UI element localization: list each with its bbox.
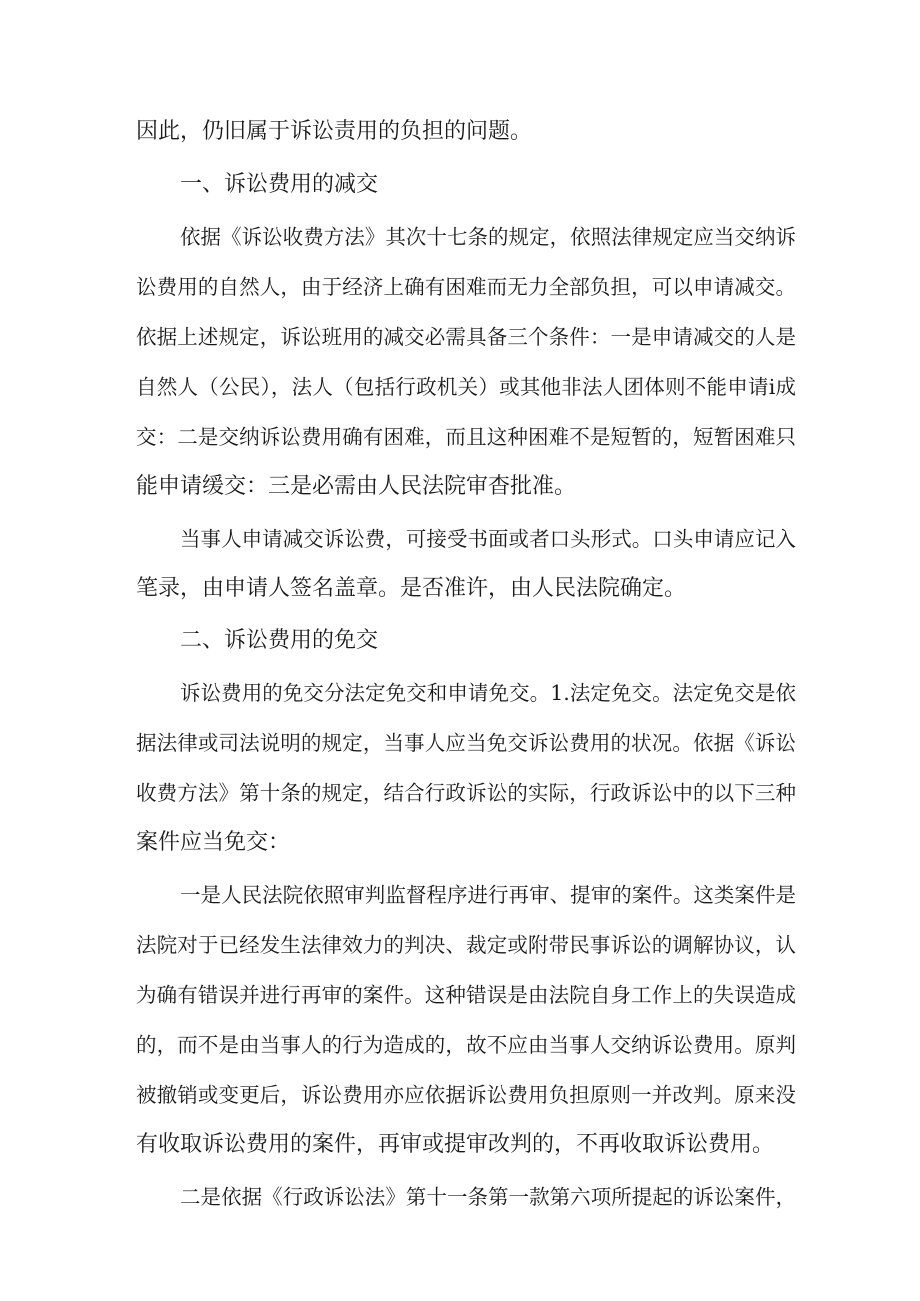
text-line: 依据《诉讼收费方法》其次十七条的规定，依照法律规定应当交纳诉	[180, 225, 796, 249]
text-line: 据法律或司法说明的规定，当事人应当免交诉讼费用的状况。依据《诉讼	[136, 731, 796, 755]
text-line: 笔录，由申请人签名盖章。是否准许，由人民法院确定。	[136, 576, 687, 601]
text-line: 讼费用的自然人，由于经济上确有困难而无力全部负担，可以申请减交。	[136, 275, 796, 299]
text-line: 自然人（公民），法人（包括行政机关）或其他非法人团体则不能申请i成	[136, 375, 796, 399]
text-line: 当事人申请减交诉讼费，可接受书面或者口头形式。口头申请应记入	[180, 527, 796, 551]
text-line: 一是人民法院依照审判监督程序进行再审、提审的案件。这类案件是	[180, 883, 796, 907]
text-line: 能申请缓交：三是必需由人民法院审杳批准。	[136, 474, 577, 499]
text-line: 案件应当免交：	[136, 830, 291, 855]
text-line: 有收取诉讼费用的案件，再审或提审改判的，不再收取诉讼费用。	[136, 1132, 775, 1157]
text-line: 依据上述规定，诉讼班用的减交必需具备三个条件：一是申请减交的人是	[136, 325, 796, 349]
section-heading: 二、诉讼费用的免交	[180, 628, 379, 653]
text-line: 因此，仍旧属于诉讼责用的负担的问题。	[136, 119, 533, 144]
text-line: 二是依据《行政诉讼法》第十一条第一款第六项所提起的诉讼案件，	[180, 1185, 796, 1209]
text-line: 的，而不是由当事人的行为造成的，故不应由当事人交纳诉讼费用。原判	[136, 1033, 796, 1057]
text-line: 收费方法》第十条的规定，结合行政诉讼的实际，行政诉讼中的以下三种	[136, 781, 796, 805]
text-line: 交：二是交纳诉讼费用确有困难，而且这种困难不是短暂的，短暂困难只	[136, 425, 796, 449]
text-line: 法院对于已经发生法律效力的判决、裁定或附带民事诉讼的调解协议，认	[136, 933, 796, 957]
section-heading: 一、诉讼费用的减交	[180, 172, 379, 197]
text-line: 为确有错误并进行再审的案件。这种错误是由法院自身工作上的失误造成	[136, 983, 796, 1007]
text-line: 诉讼费用的免交分法定免交和申请免交。1.法定免交。法定免交是依	[180, 681, 796, 705]
text-line: 被撤销或变更后，诉讼费用亦应依据诉讼费用负担原则一并改判。原来没	[136, 1083, 796, 1107]
